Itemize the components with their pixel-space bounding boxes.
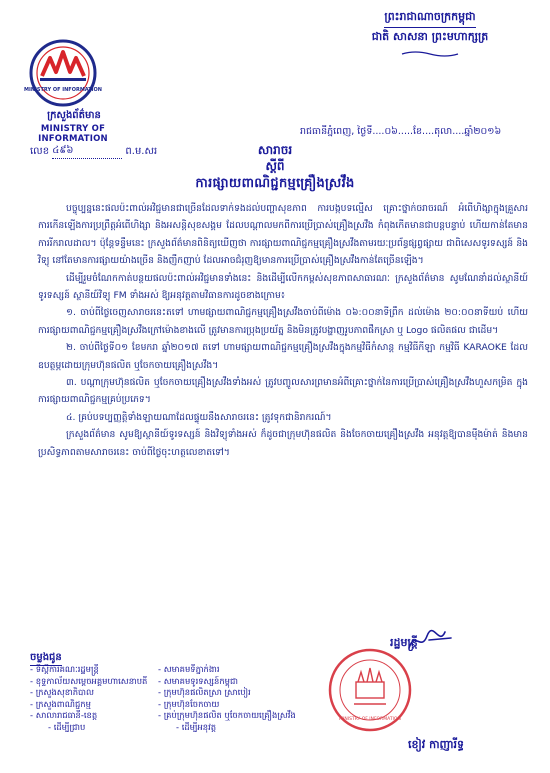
signatory-name: ខៀវ កាញារីទ្ធ: [408, 738, 464, 751]
ref-prefix: លេខ: [30, 146, 50, 157]
svg-text:MINISTRY OF INFORMATION: MINISTRY OF INFORMATION: [339, 717, 401, 722]
kingdom-line: ព្រះរាជាណាចក្រកម្ពុជា: [384, 8, 475, 28]
recipient-item: - ក្រុមហ៊ុនចែកចាយ: [158, 699, 296, 711]
recipient-item: - ខុទ្ទកាល័យសម្តេចអគ្គមហាសេនាបតី: [30, 676, 147, 688]
motto-line: ជាតិ សាសនា ព្រះមហាក្សត្រ: [371, 30, 489, 43]
recipients-col2: [158, 664, 296, 734]
recipient-item: - ក្រុមហ៊ុនផលិតស្រា ស្រាបៀរ: [158, 687, 296, 699]
recipient-item: - សមាគមទូរទស្សន៍កម្ពុជា: [158, 676, 296, 688]
recipient-item: - ក្រសួងសុខាភិបាល: [30, 687, 147, 699]
body-paragraph: ៣. បណ្តាក្រុមហ៊ុនផលិត ឬចែកចាយគ្រឿងស្រវឹងទាំងអស់ ត្រូវបញ្ចូលសារព្រមានអំពីគ្រោះថ្នាក់នៃការប្រើប្រាស់គ្រឿងស្រវឹងហួសកម្រិត ក្នុងការផ្សាយពាណិជ្ជកម្មគ្រប់ប្រភេទ។: [38, 377, 528, 406]
document-body: [38, 200, 528, 461]
handwritten-signature-icon: [405, 626, 455, 656]
svg-text:MINISTRY OF INFORMATION: MINISTRY OF INFORMATION: [24, 87, 102, 93]
document-regarding: ស្តីពី: [265, 159, 285, 173]
document-type: សារាចរ: [257, 143, 293, 157]
body-paragraph: ៤. គ្រប់បទប្បញ្ញត្តិទាំងឡាយណាដែលផ្ទុយនឹងសារាចរនេះ ត្រូវទុកជានិរាករណ៍។: [66, 411, 332, 423]
recipient-item: - ដើម្បីអនុវត្ត: [158, 722, 296, 734]
official-seal-icon: [328, 648, 412, 732]
recipient-item: - ទីស្តីការគណៈរដ្ឋមន្ត្រី: [30, 664, 147, 676]
signatory-title: រដ្ឋមន្ត្រី: [390, 636, 418, 649]
body-paragraph: ២. ចាប់ពីថ្ងៃទី០១ ខែមករា ឆ្នាំ២០១៧ តទៅ ហាមផ្សាយពាណិជ្ជកម្មគ្រឿងស្រវឹងក្នុងកម្មវិធីកំសាន្ត កម្មវិធីកីឡា កម្មវិធី KARAOKE ដែលឧបត្ថម្ភដោយក្រុមហ៊ុនផលិត ឬចែកចាយគ្រឿងស្រវឹង។: [38, 342, 528, 371]
recipient-item: - ក្រសួងពាណិជ្ជកម្ម: [30, 699, 147, 711]
ministry-name-kh: ក្រសួងព័ត៌មាន: [47, 110, 101, 121]
ref-suffix: ព.ម.សរ: [125, 146, 158, 157]
ref-number: ៤៩៦: [52, 145, 74, 156]
ornament-divider-icon: [400, 50, 460, 58]
recipients-col1: [30, 664, 147, 734]
recipient-item: - សមាគមទីភ្នាក់ងារ: [158, 664, 296, 676]
ministry-logo-icon: [24, 38, 102, 108]
date-line: រាជធានីភ្នំពេញ, ថ្ងៃទី....០៦.....ខែ....តុលា....ឆ្នាំ២០១៦: [300, 126, 502, 137]
body-paragraph: បច្ចុប្បន្ននេះផលប៉ះពាល់អវិជ្ជមានជាច្រើនដែលទាក់ទងដល់បញ្ហាសុខភាព ការបង្កបទល្មើស គ្រោះថ្នាក់ចរាចរណ៍ អំពើហិង្សាក្នុងគ្រួសារ ការកើនឡើងការប្រព្រឹត្តអំពើហិង្សា និងអសន្តិសុខសង្គម ដែលបណ្តាលមកពីការប្រើប្រាស់គ្រឿងស្រវឹង កំពុងកើតមានជាបន្តបន្ទាប់ ហើយកាន់តែមានការរីករាលដាល។ ប៉ុន្តែទន្ទឹមនេះ ក្រសួងព័ត៌មានពិនិត្យឃើញថា ការផ្សាយពាណិជ្ជកម្មគ្រឿងស្រវឹងតាមរយៈប្រព័ន្ធផ្សព្វផ្សាយ ជាពិសេសទូរទស្សន៍ និងវិទ្យុ នៅតែមានការផ្សាយយ៉ាងច្រើន និងញឹកញាប់ ដែលអាចជំរុញឱ្យមានការប្រើប្រាស់គ្រឿងស្រវឹងកាន់តែច្រើនឡើង។: [38, 203, 528, 267]
national-header: [330, 8, 530, 64]
ministry-logo: [24, 38, 102, 108]
recipients-title: ចម្លងជូន: [30, 650, 62, 666]
body-paragraph: ក្រសួងព័ត៌មាន សូមឱ្យស្ថានីយ៍ទូរទស្សន៍ និងវិទ្យុទាំងអស់ ក៏ដូចជាក្រុមហ៊ុនផលិត និងចែកចាយគ្រឿងស្រវឹង អនុវត្តឱ្យបានម៉ឺងម៉ាត់ និងមានប្រសិទ្ធភាពតាមសារាចរនេះ ចាប់ពីថ្ងៃចុះហត្ថលេខាតទៅ។: [38, 429, 528, 458]
body-paragraph: ដើម្បីរួមចំណែកកាត់បន្ថយផលប៉ះពាល់អវិជ្ជមានទាំងនេះ និងដើម្បីលើកកម្ពស់សុខភាពសាធារណៈ ក្រសួងព័ត៌មាន សូមណែនាំដល់ស្ថានីយ៍ទូរទស្សន៍ ស្ថានីយ៍វិទ្យុ FM ទាំងអស់ ឱ្យអនុវត្តតាមវិធានការដូចខាងក្រោម៖: [38, 272, 528, 302]
body-paragraph: ១. ចាប់ពីថ្ងៃចេញសារាចរនេះតទៅ ហាមផ្សាយពាណិជ្ជកម្មគ្រឿងស្រវឹងចាប់ពីម៉ោង ០៦:០០នាទីព្រឹក ដល់ម៉ោង ២០:០០នាទីយប់ ហើយការផ្សាយពាណិជ្ជកម្មគ្រឿងស្រវឹងក្រៅម៉ោងខាងលើ ត្រូវមានការប្រុងប្រយ័ត្ន និងមិនត្រូវបង្ហាញរូបភាពផឹកស្រា ឬ Logo ផលិតផល ជាដើម។: [38, 307, 528, 336]
recipient-item: - គ្រប់ក្រុមហ៊ុនផលិត ឬចែកចាយគ្រឿងស្រវឹង: [158, 710, 296, 722]
document-title: ការផ្សាយពាណិជ្ជកម្មគ្រឿងស្រវឹង: [195, 176, 355, 191]
ministry-name-en: MINISTRY OF INFORMATION: [38, 124, 108, 144]
recipient-item: - ដើម្បីជ្រាប: [30, 722, 147, 734]
recipient-item: - សាលារាជធានី-ខេត្ត: [30, 710, 147, 722]
